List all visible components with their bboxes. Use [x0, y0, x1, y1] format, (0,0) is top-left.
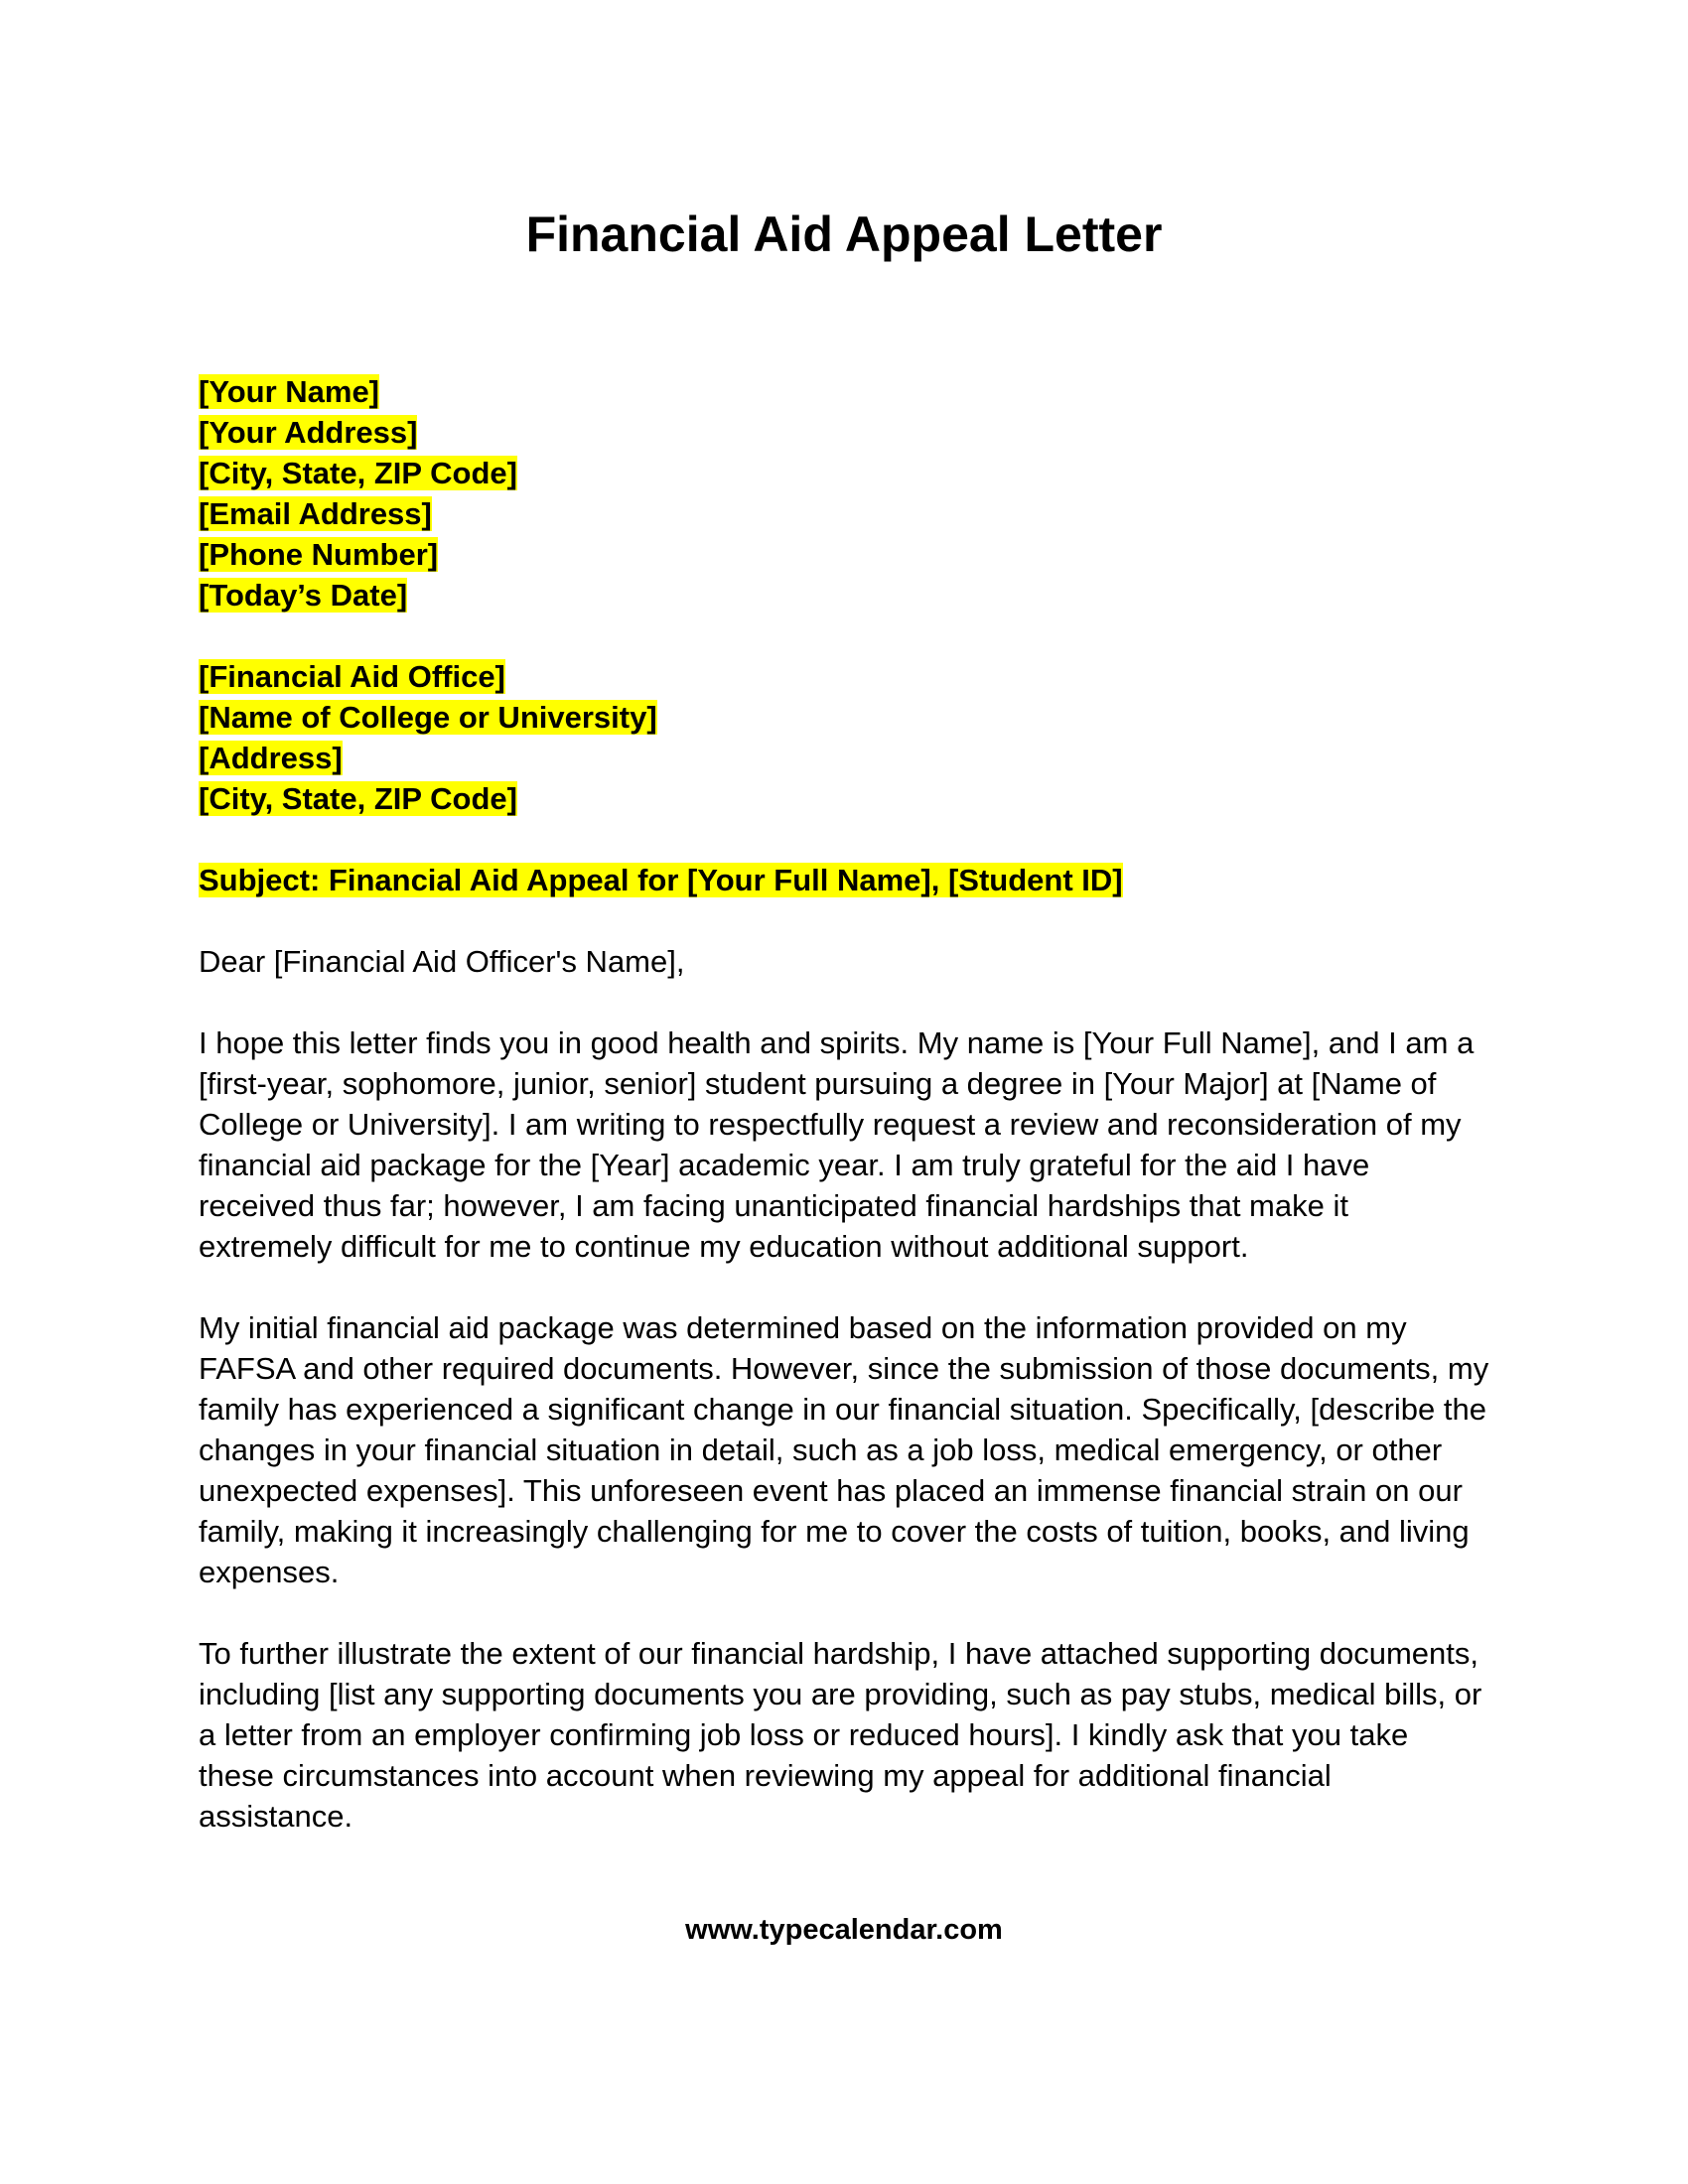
subject-line: Subject: Financial Aid Appeal for [Your Full Name], [Student ID]	[199, 863, 1123, 897]
salutation: Dear [Financial Aid Officer's Name],	[199, 944, 685, 979]
subject-line-container	[199, 860, 1489, 900]
body-paragraph-3: To further illustrate the extent of our financial hardship, I have attached supporting documents, including [list any supporting documents you are providing, such as pay stubs, medical bills, or a letter from an employer confirming job loss or reduced hours]. I kindly ask that you take these circumstances into account when reviewing my appeal for additional financial assistance.	[199, 1636, 1482, 1834]
footer-website: www.typecalendar.com	[685, 1914, 1003, 1946]
body-paragraph-2: My initial financial aid package was determined based on the information provided on my FAFSA and other required documents. However, since the submission of those documents, my family has experienced a significant change in our financial situation. Specifically, [describe the changes in your financial situation in detail, such as a job loss, medical emergency, or other unexpected expenses]. This unforeseen event has placed an immense financial strain on our family, making it increasingly challenging for me to cover the costs of tuition, books, and living expenses.	[199, 1310, 1489, 1589]
sender-name: [Your Name]	[199, 374, 380, 409]
sender-phone: [Phone Number]	[199, 537, 439, 572]
document-title: Financial Aid Appeal Letter	[525, 206, 1163, 262]
recipient-address: [Address]	[199, 741, 343, 775]
sender-block	[199, 371, 1489, 615]
sender-city-state-zip: [City, State, ZIP Code]	[199, 456, 517, 490]
sender-address: [Your Address]	[199, 415, 418, 450]
body-paragraph-1: I hope this letter finds you in good health and spirits. My name is [Your Full Name], and I am a [first-year, sophomore, junior, senior] student pursuing a degree in [Your Major] at [Name of College or University]. I am writing to respectfully request a review and reconsideration of my financial aid package for the [Year] academic year. I am truly grateful for the aid I have received thus far; however, I am facing unanticipated financial hardships that make it extremely difficult for me to continue my education without additional support.	[199, 1025, 1475, 1264]
letter-body	[199, 371, 1489, 1877]
recipient-office: [Financial Aid Office]	[199, 659, 505, 694]
recipient-institution: [Name of College or University]	[199, 700, 657, 735]
recipient-block	[199, 656, 1489, 819]
recipient-city-state-zip: [City, State, ZIP Code]	[199, 781, 517, 816]
sender-email: [Email Address]	[199, 496, 432, 531]
letter-date: [Today’s Date]	[199, 578, 408, 613]
